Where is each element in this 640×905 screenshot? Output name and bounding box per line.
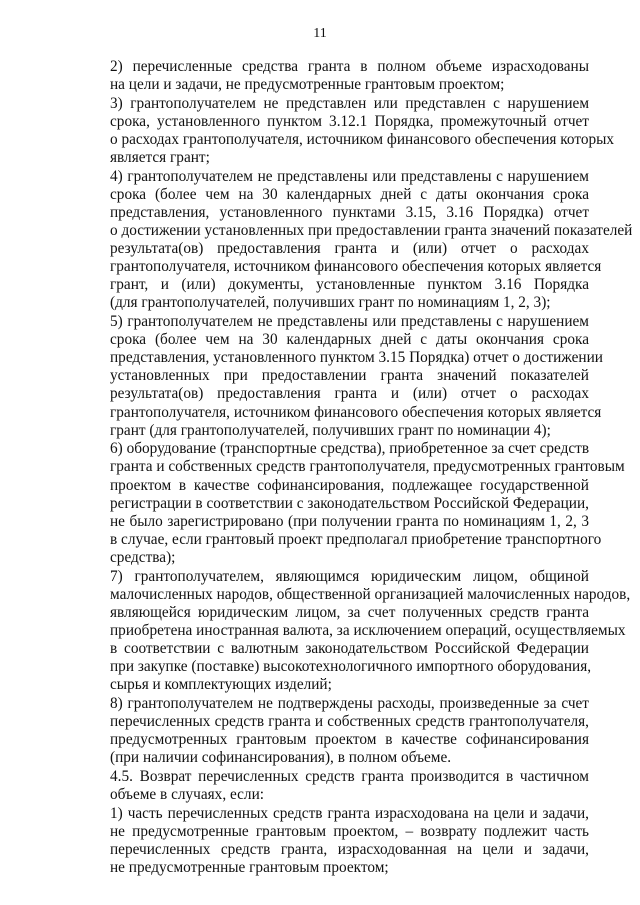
text-line: в случае, если грантовый проект предполагал приобретение транспортного [110,530,602,548]
paragraph [73,94,615,167]
text-line: средства); [110,548,176,566]
text-line: грантополучателя, источником финансового обеспечения которых является [110,403,602,421]
text-line: о достижении установленных при предоставлении гранта значений показателей [110,222,633,240]
text-line: грант (для грантополучателей, получивших грант по номинации 4); [110,421,551,439]
text-line: объеме в случаях, если: [110,785,265,803]
text-line: малочисленных народов, общественной организацией малочисленных народов, [110,585,631,603]
text-line: не было зарегистрировано (при получении гранта по номинациям 1, 2, 3 [110,512,589,530]
paragraph [73,695,589,767]
text-line: грант, и (или) документы, установленные пунктом 3.16 Порядка [110,276,589,294]
text-line: 4.5. Возврат перечисленных средств гранта производится в частичном [110,767,589,785]
text-line: не предусмотренные грантовым проектом, – возврату подлежит часть [110,822,589,840]
text-line: представления, установленного пунктами 3.15, 3.16 Порядка) отчет [110,203,589,221]
text-line: 1) часть перечисленных средств гранта израсходована на цели и задачи, [110,804,589,822]
text-line: предусмотренных грантовым проектом в качестве софинансирования [110,731,589,749]
text-line: являющейся юридическим лицом, за счет полученных средств гранта [110,603,589,621]
text-line: 7) грантополучателем, являющимся юридическим лицом, общиной [110,567,589,585]
document-body [73,58,633,878]
paragraph [73,768,589,804]
paragraph [73,313,603,440]
text-line: перечисленных средств гранта и собственных средств грантополучателя, [110,712,589,730]
text-line: 6) оборудование (транспортные средства), приобретенное за счет средств [110,440,590,458]
text-line: при закупке (поставке) высокотехнологичного импортного оборудования, [110,658,592,676]
text-line: срока (более чем на 30 календарных дней с даты окончания срока [110,331,589,349]
text-line: 3) грантополучателем не представлен или представлен с нарушением [110,94,589,112]
text-line: 5) грантополучателем не представлены или представлены с нарушением [110,313,589,331]
text-line: срока, установленного пунктом 3.12.1 Порядка, промежуточный отчет [110,112,589,130]
page-number: 11 [313,26,327,41]
text-line: проектом в качестве софинансирования, подлежащее государственной [110,476,589,494]
paragraph [73,58,589,94]
text-line: на цели и задачи, не предусмотренные грантовым проектом; [110,76,505,94]
text-line: установленных при предоставлении гранта значений показателей [110,367,589,385]
text-line: грантополучателя, источником финансового обеспечения которых является [110,258,602,276]
text-line: результата(ов) предоставления гранта и (или) отчет о расходах [110,240,589,258]
text-line: о расходах грантополучателя, источником финансового обеспечения которых [110,130,615,148]
text-line: (при наличии софинансирования), в полном объеме. [110,749,452,767]
text-line: (для грантополучателей, получивших грант по номинациям 1, 2, 3); [110,294,551,312]
paragraph [73,167,633,313]
paragraph [73,805,589,877]
text-line: перечисленных средств гранта, израсходованная на цели и задачи, [110,840,589,858]
text-line: 4) грантополучателем не представлены или представлены с нарушением [110,167,589,185]
text-line: 2) перечисленные средства гранта в полном объеме израсходованы [110,58,589,75]
text-line: не предусмотренные грантовым проектом; [110,858,389,876]
text-line: в соответствии с валютным законодательством Российской Федерации [110,639,589,657]
text-line: результата(ов) предоставления гранта и (или) отчет о расходах [110,385,589,403]
text-line: представления, установленного пунктом 3.15 Порядка) отчет о достижении [110,349,603,367]
text-line: приобретена иностранная валюта, за исключением операций, осуществляемых [110,621,626,639]
text-line: срока (более чем на 30 календарных дней с даты окончания срока [110,185,589,203]
text-line: сырья и комплектующих изделий; [110,676,332,694]
paragraph [73,567,631,695]
text-line: является грант; [110,149,210,167]
text-line: гранта и собственных средств грантополучателя, предусмотренных грантовым [110,458,625,476]
paragraph [73,440,625,567]
text-line: регистрации в соответствии с законодательством Российской Федерации, [110,494,589,512]
text-line: 8) грантополучателем не подтверждены расходы, произведенные за счет [110,694,589,712]
